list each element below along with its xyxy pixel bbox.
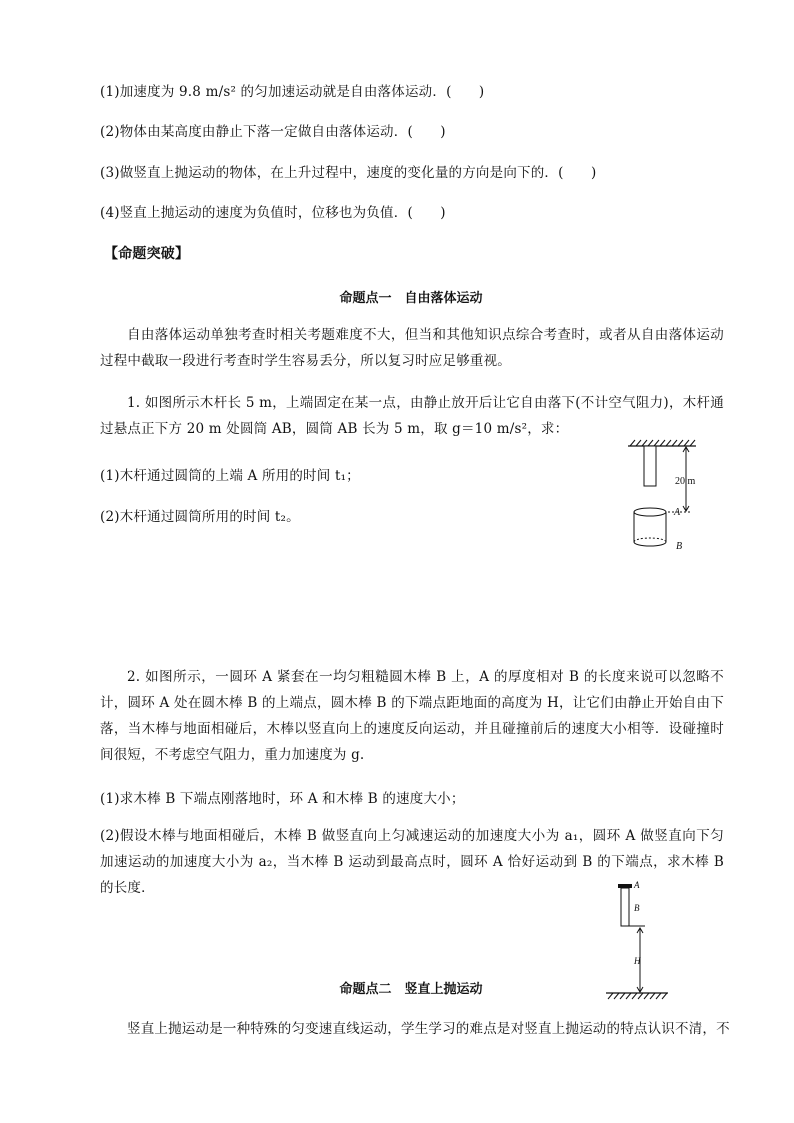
judgment-4-paren: ( ) [407, 205, 446, 221]
distance-label: 20 m [675, 476, 696, 487]
judgment-1-text: (1)加速度为 9.8 m/s² 的匀加速运动就是自由落体运动． [100, 84, 447, 100]
label-a: A [674, 507, 681, 518]
judgment-3 [100, 161, 596, 181]
judgment-2 [100, 120, 446, 140]
problem1-q2: (2)木杆通过圆筒所用的时间 t₂。 [100, 509, 300, 525]
problem2-q1: (1)求木棒 B 下端点刚落地时，环 A 和木棒 B 的速度大小； [100, 791, 465, 807]
topic1-title: 命题点一 自由落体运动 [339, 291, 483, 306]
label-a: A [634, 880, 640, 890]
label-b: B [676, 541, 683, 552]
rod-b [621, 888, 629, 926]
problem1-figure [620, 438, 720, 556]
problem1-stem: 1. 如图所示木杆长 5 m，上端固定在某一点，由静止放开后让它自由落下(不计空气阻力)，木杆通过悬点正下方 20 m 处圆筒 AB，圆筒 AB 长为 5 m，取 g＝10 m/s²，求： [100, 395, 724, 437]
judgment-3-paren: ( ) [558, 165, 597, 181]
ceiling-hatch [628, 440, 696, 446]
label-h: H [634, 956, 641, 966]
judgment-1-paren: ( ) [446, 84, 485, 100]
problem2-q2: (2)假设木棒与地面相碰后，木棒 B 做竖直向上匀减速运动的加速度大小为 a₁，圆环 A 做竖直向下匀加速运动的加速度大小为 a₂，当木棒 B 运动到最高点时，圆环 A 恰好运动到 B 的下端点，求木棒 B 的长度． [100, 828, 724, 896]
label-b: B [634, 903, 640, 913]
ring-a [618, 884, 632, 888]
judgment-2-text: (2)物体由某高度由静止下落一定做自由落体运动． [100, 124, 408, 140]
judgment-2-paren: ( ) [407, 124, 446, 140]
cylinder-ab [634, 508, 666, 546]
section-heading: 【命题突破】 [104, 246, 190, 262]
judgment-4-text: (4)竖直上抛运动的速度为负值时，位移也为负值． [100, 205, 408, 221]
topic2-intro: 竖直上抛运动是一种特殊的匀变速直线运动，学生学习的难点是对竖直上抛运动的特点认识不清，不 [127, 1021, 730, 1037]
wooden-rod [644, 446, 656, 486]
judgment-4 [100, 201, 446, 221]
judgment-1 [100, 80, 484, 100]
problem1-q1: (1)木杆通过圆筒的上端 A 所用的时间 t₁； [100, 468, 360, 484]
topic2-title: 命题点二 竖直上抛运动 [339, 982, 483, 997]
problem2-stem: 2. 如图所示，一圆环 A 紧套在一均匀粗糙圆木棒 B 上，A 的厚度相对 B 的长度来说可以忽略不计，圆环 A 处在圆木棒 B 的上端点，圆木棒 B 的下端点距地面的高度为 H，让它们由静止开始自由下落，当木棒与地面相碰后，木棒以竖直向上的速度反向运动，并且碰撞前后的速度大小相等．设碰撞时间很短，不考虑空气阻力，重力加速度为 g. [100, 669, 724, 763]
judgment-3-text: (3)做竖直上抛运动的物体，在上升过程中，速度的变化量的方向是向下的． [100, 165, 559, 181]
topic1-intro: 自由落体运动单独考查时相关考题难度不大，但当和其他知识点综合考查时，或者从自由落体运动过程中截取一段进行考查时学生容易丢分，所以复习时应足够重视。 [100, 327, 724, 369]
